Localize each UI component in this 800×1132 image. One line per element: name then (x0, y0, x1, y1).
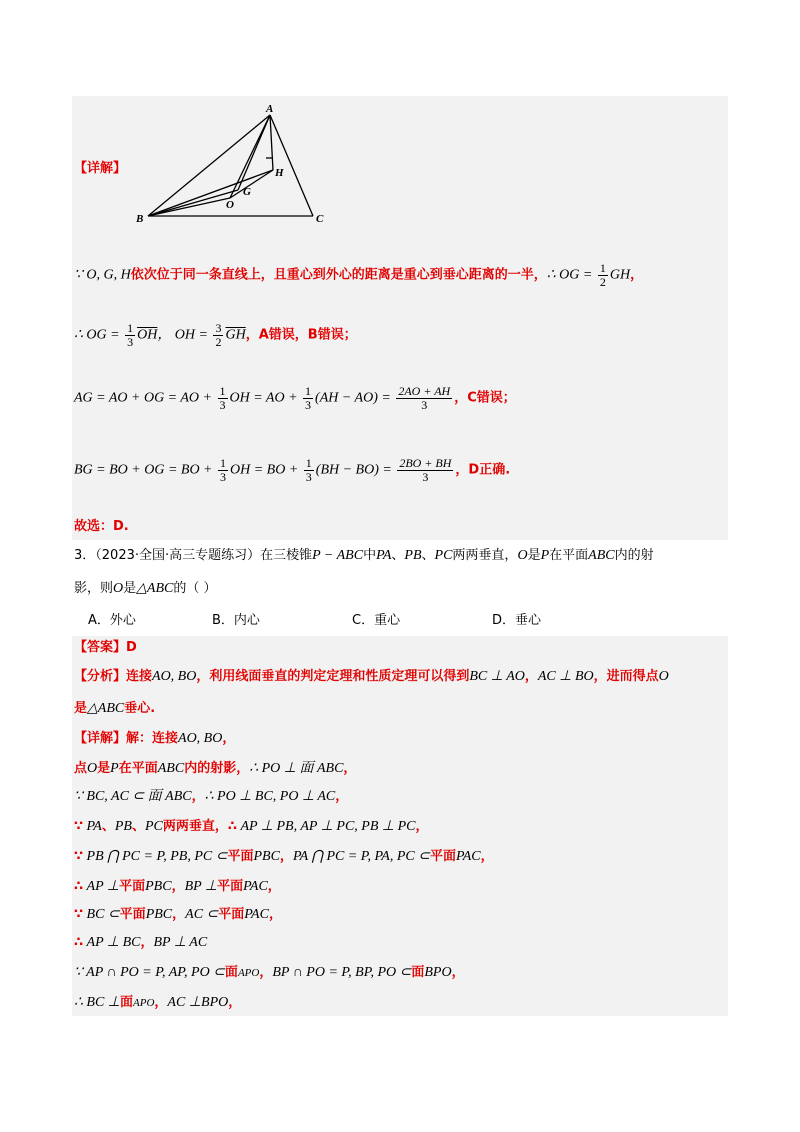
triangle-figure (130, 100, 340, 230)
detail-line-6: ∵ BC ⊂平面PBC，AC ⊂平面PAC， (74, 907, 282, 922)
solution-line-4: BG = BO + OG = BO + $\frac{1}{3}$ OH = BO + $\frac{1}{3}$ (BH − BO) = $\frac{2BO + BH}{3}$ ，D正确. (74, 456, 511, 484)
label-B: B (136, 213, 144, 225)
answer-label: 【答案】D (74, 640, 137, 655)
analysis-line-2: 是△ABC垂心. (74, 701, 156, 716)
solution-line-2: ∴ OG = $\frac{1}{3}$ $\overline{OH}$， OH = $\frac{3}{2}$ $\overline{GH}$，A错误，B错误； (74, 321, 357, 349)
detail-line-9: ∴ BC ⊥面APO，AC ⊥BPO， (74, 995, 242, 1010)
detail-line-4: ∵ PB ⋂ PC = P, PB, PC ⊂平面PBC，PA ⋂ PC = P, PA, PC ⊂平面PAC， (74, 849, 494, 864)
solution-line-3: AG = AO + OG = AO + $\frac{1}{3}$ OH = AO + $\frac{1}{3}$ (AH − AO) = $\frac{2AO + AH}{3}$ ，C错误； (74, 384, 516, 412)
question3-stem-1: 3．（2023·全国·高三专题练习）在三棱锥P − ABC中PA、PB、PC两两垂直，O是P在平面ABC内的射 (74, 548, 654, 563)
detail-line-2: ∵ BC, AC ⊂ 面 ABC，∴ PO ⊥ BC, PO ⊥ AC， (74, 789, 349, 804)
question3-stem-2: 影，则O是△ABC的（ ） (74, 581, 217, 596)
option-a: A．外心 (88, 613, 136, 628)
option-c: C．重心 (352, 613, 401, 628)
label-A: A (266, 103, 274, 115)
label-G: G (243, 186, 251, 198)
detail-line-1: 点O是P在平面ABC内的射影，∴ PO ⊥ 面 ABC， (74, 761, 357, 776)
option-d: D．垂心 (492, 613, 542, 628)
choice-line: 故选：D. (74, 519, 129, 534)
label-C: C (316, 213, 324, 225)
analysis-line-1: 【分析】连接AO, BO，利用线面垂直的判定定理和性质定理可以得到BC ⊥ AO，AC ⊥ BO，进而得点O (74, 669, 669, 684)
detail-line-3: ∵ PA、PB、PC两两垂直，∴ AP ⊥ PB, AP ⊥ PC, PB ⊥ PC， (74, 819, 429, 834)
detail-line-0: 【详解】解：连接AO, BO， (74, 731, 236, 746)
detail-line-8: ∵ AP ∩ PO = P, AP, PO ⊂面APO，BP ∩ PO = P, BP, PO ⊂面BPO， (74, 965, 465, 980)
option-b: B．内心 (212, 613, 260, 628)
label-O: O (226, 199, 234, 211)
detail-line-5: ∴ AP ⊥平面PBC，BP ⊥平面PAC， (74, 879, 281, 894)
solution-line-1: ∵ O, G, H依次位于同一条直线上，且重心到外心的距离是重心到垂心距离的一半，∴ OG = $\frac{1}{2}$ GH， (74, 261, 644, 289)
detail-label: 【详解】 (74, 161, 127, 176)
label-H: H (275, 167, 284, 179)
detail-line-7: ∴ AP ⊥ BC，BP ⊥ AC (74, 935, 208, 950)
